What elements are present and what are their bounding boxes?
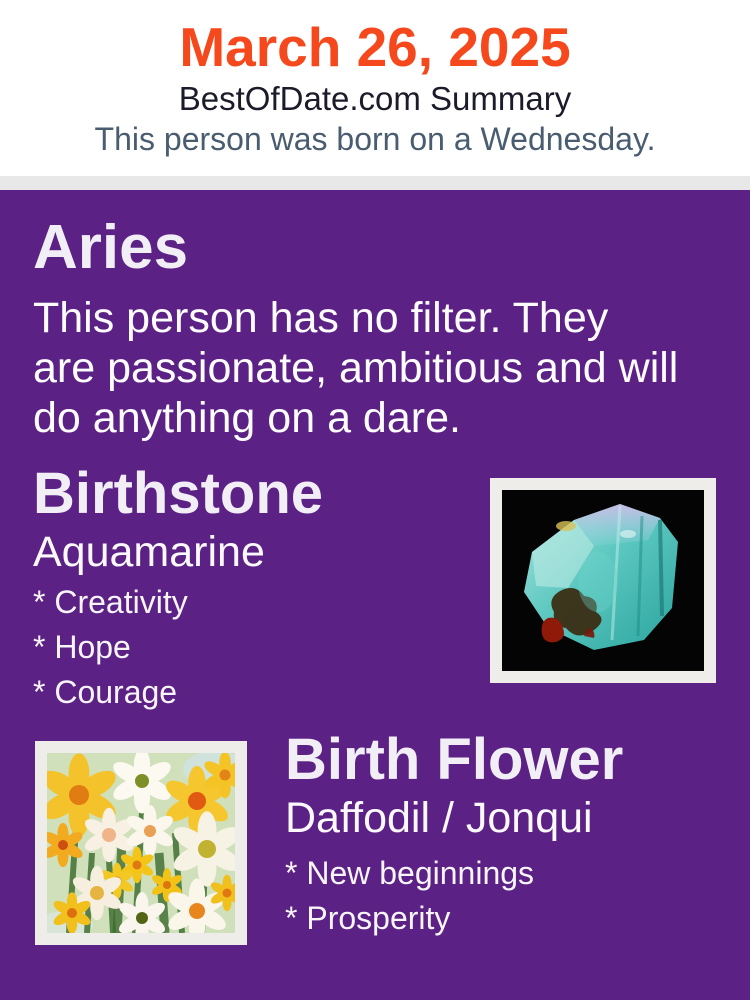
site-summary-title: BestOfDate.com Summary (178, 80, 572, 117)
purple-section (0, 190, 750, 1000)
birth-flower-trait: * New beginnings (285, 855, 535, 891)
born-weekday-line: This person was born on a Wednesday. (94, 121, 656, 157)
daffodil-flowers-photo (47, 753, 235, 933)
birthstone-heading: Birthstone (33, 461, 323, 526)
zodiac-description: This person has no filter. They are passionate, ambitious and will do anything on a dare. (33, 294, 679, 442)
daffodil-photo-frame (35, 741, 247, 945)
birth-flower-name: Daffodil / Jonqui (285, 794, 593, 842)
aquamarine-crystal-photo (502, 490, 704, 671)
birthstone-trait: * Creativity (33, 584, 188, 620)
aquamarine-photo-frame (490, 478, 716, 683)
date-title: March 26, 2025 (179, 16, 571, 78)
divider-strip (0, 176, 750, 190)
birth-flower-heading: Birth Flower (285, 727, 624, 792)
birthstone-trait: * Courage (33, 674, 178, 710)
birthstone-name: Aquamarine (33, 528, 265, 576)
zodiac-sign-heading: Aries (33, 213, 189, 282)
birthstone-trait: * Hope (33, 629, 131, 665)
birth-flower-trait-list (285, 851, 534, 941)
birth-flower-trait: * Prosperity (285, 900, 451, 936)
birthstone-trait-list (33, 580, 188, 715)
header (0, 0, 750, 176)
